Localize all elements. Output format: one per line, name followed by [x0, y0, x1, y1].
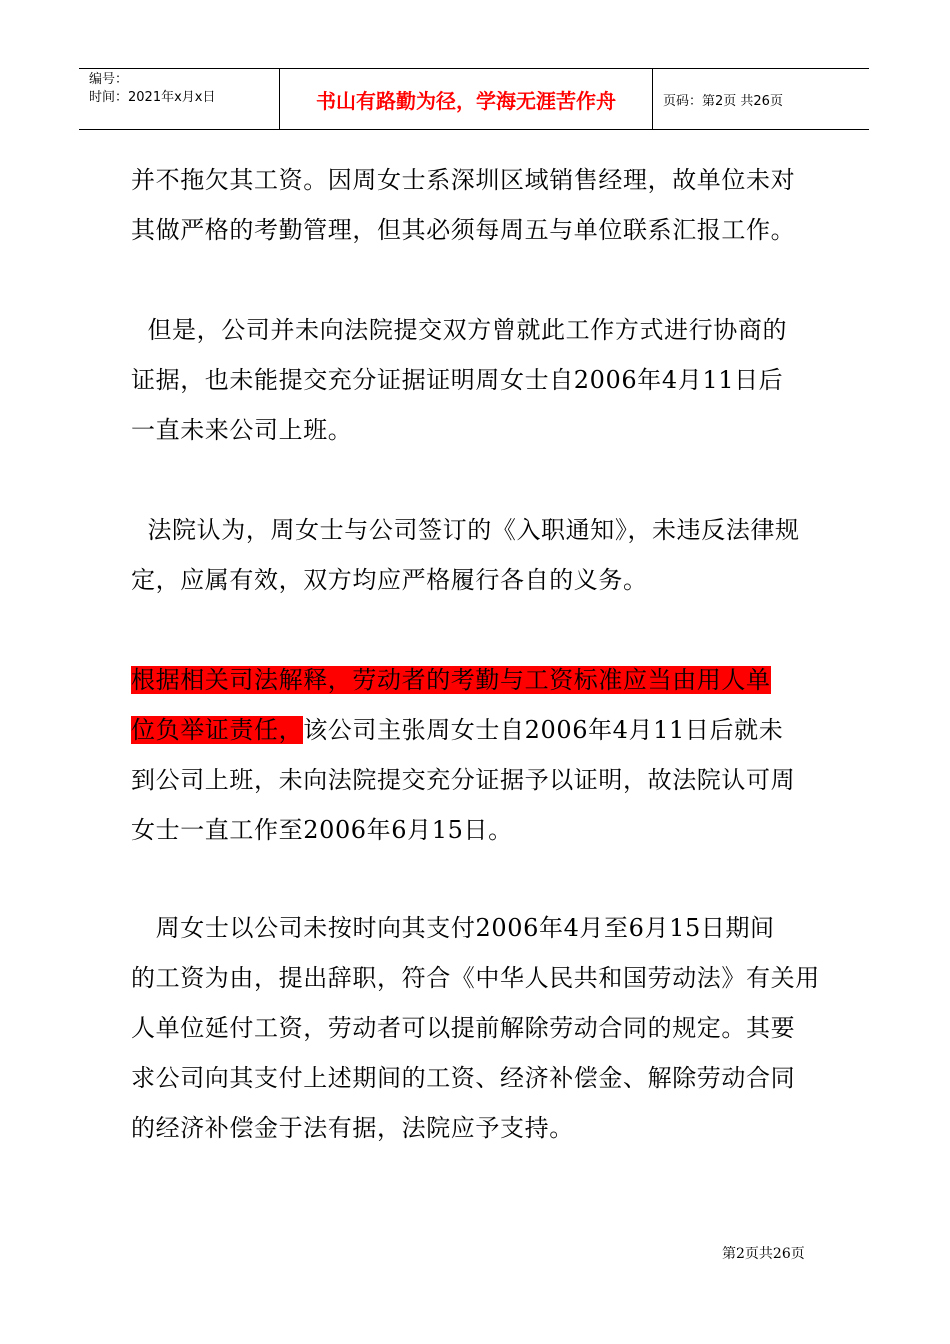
footer-page-number: 第2页共26页: [722, 1246, 805, 1262]
text-line: 到公司上班，未向法院提交充分证据予以证明，故法院认可周: [131, 766, 796, 794]
motto-text: 书山有路勤为径，学海无涯苦作舟: [316, 88, 616, 113]
text-line: [131, 705, 821, 755]
text-line: 的经济补偿金于法有据，法院应予支持。: [131, 1114, 574, 1142]
text-line: 周女士以公司未按时向其支付2006年4月至6月15日期间: [131, 914, 775, 942]
text-line: 的工资为由，提出辞职，符合《中华人民共和国劳动法》有关用: [131, 964, 820, 992]
number-label: 编号：: [89, 72, 129, 87]
header-page-code: [653, 69, 869, 129]
text-line: 其做严格的考勤管理，但其必须每周五与单位联系汇报工作。: [131, 216, 796, 244]
text-line: 定，应属有效，双方均应严格履行各自的义务。: [131, 566, 648, 594]
time-label: 时间：2021年x月x日: [89, 90, 216, 105]
page-header: [79, 68, 869, 130]
text-line: 求公司向其支付上述期间的工资、经济补偿金、解除劳动合同: [131, 1064, 796, 1092]
paragraph-3: [131, 505, 821, 605]
text-line: 女士一直工作至2006年6月15日。: [131, 816, 513, 844]
text-line: 并不拖欠其工资。因周女士系深圳区域销售经理，故单位未对: [131, 166, 796, 194]
highlighted-text: 位负举证责任，: [131, 716, 304, 744]
paragraph-1: [131, 155, 821, 255]
highlighted-text: 根据相关司法解释，劳动者的考勤与工资标准应当由用人单: [131, 666, 771, 694]
paragraph-2: [131, 305, 821, 455]
paragraph-5: [131, 903, 821, 1153]
paragraph-4: [131, 655, 821, 855]
text-line: 但是，公司并未向法院提交双方曾就此工作方式进行协商的: [131, 316, 788, 344]
text-line: 法院认为，周女士与公司签订的《入职通知》，未违反法律规: [131, 516, 800, 544]
page-code-text: 页码：第2页 共26页: [663, 93, 783, 109]
text-run: 该公司主张周女士自2006年4月11日后就未: [303, 716, 784, 744]
header-motto: [280, 69, 653, 129]
text-line: 人单位延付工资，劳动者可以提前解除劳动合同的规定。其要: [131, 1014, 796, 1042]
header-meta: [79, 69, 280, 129]
text-line: [131, 655, 821, 705]
text-line: 证据，也未能提交充分证据证明周女士自2006年4月11日后: [131, 366, 784, 394]
page-footer: [722, 1243, 805, 1263]
text-line: 一直未来公司上班。: [131, 416, 353, 444]
